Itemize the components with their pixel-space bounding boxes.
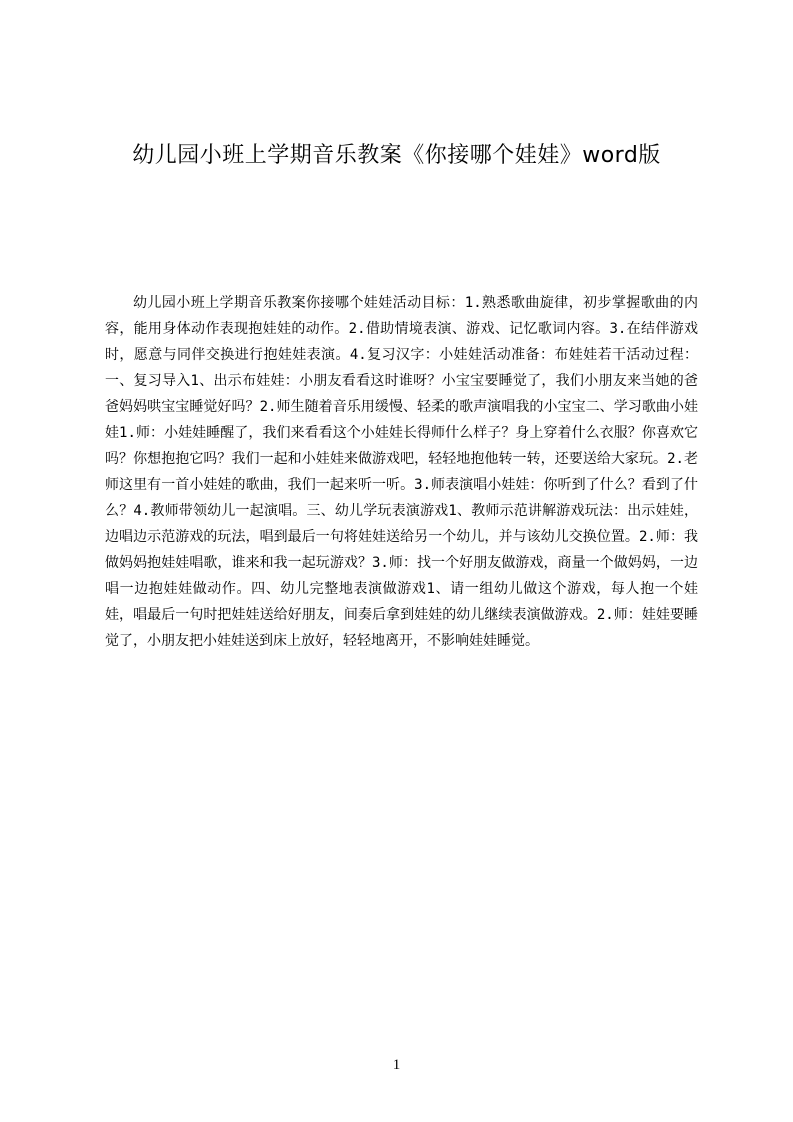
document-title: 幼儿园小班上学期音乐教案《你接哪个娃娃》word版 [132,143,661,168]
page-number: 1 [392,1057,401,1073]
document-body-paragraph: 幼儿园小班上学期音乐教案你接哪个娃娃活动目标：1.熟悉歌曲旋律，初步掌握歌曲的内容，能用身体动作表现抱娃娃的动作。2.借助情境表演、游戏、记忆歌词内容。3.在结伴游戏时，愿意与同伴交换进行抱娃娃表演。4.复习汉字：小娃娃活动准备：布娃娃若干活动过程：一、复习导入1、出示布娃娃：小朋友看看这时谁呀？小宝宝要睡觉了，我们小朋友来当她的爸爸妈妈哄宝宝睡觉好吗？2.师生随着音乐用缓慢、轻柔的歌声演唱我的小宝宝二、学习歌曲小娃娃1.师：小娃娃睡醒了，我们来看看这个小娃娃长得师什么样子？身上穿着什么衣服？你喜欢它吗？你想抱抱它吗？我们一起和小娃娃来做游戏吧，轻轻地抱他转一转，还要送给大家玩。2.老师这里有一首小娃娃的歌曲，我们一起来听一听。3.师表演唱小娃娃：你听到了什么？看到了什么？4.教师带领幼儿一起演唱。三、幼儿学玩表演游戏1、教师示范讲解游戏玩法：出示娃娃，边唱边示范游戏的玩法，唱到最后一句将娃娃送给另一个幼儿，并与该幼儿交换位置。2.师：我做妈妈抱娃娃唱歌，谁来和我一起玩游戏？3.师：找一个好朋友做游戏，商量一个做妈妈，一边唱一边抱娃娃做动作。四、幼儿完整地表演做游戏1、请一组幼儿做这个游戏，每人抱一个娃娃，唱最后一句时把娃娃送给好朋友，间奏后拿到娃娃的幼儿继续表演做游戏。2.师：娃娃要睡觉了，小朋友把小娃娃送到床上放好，轻轻地离开，不影响娃娃睡觉。 [105,295,698,649]
